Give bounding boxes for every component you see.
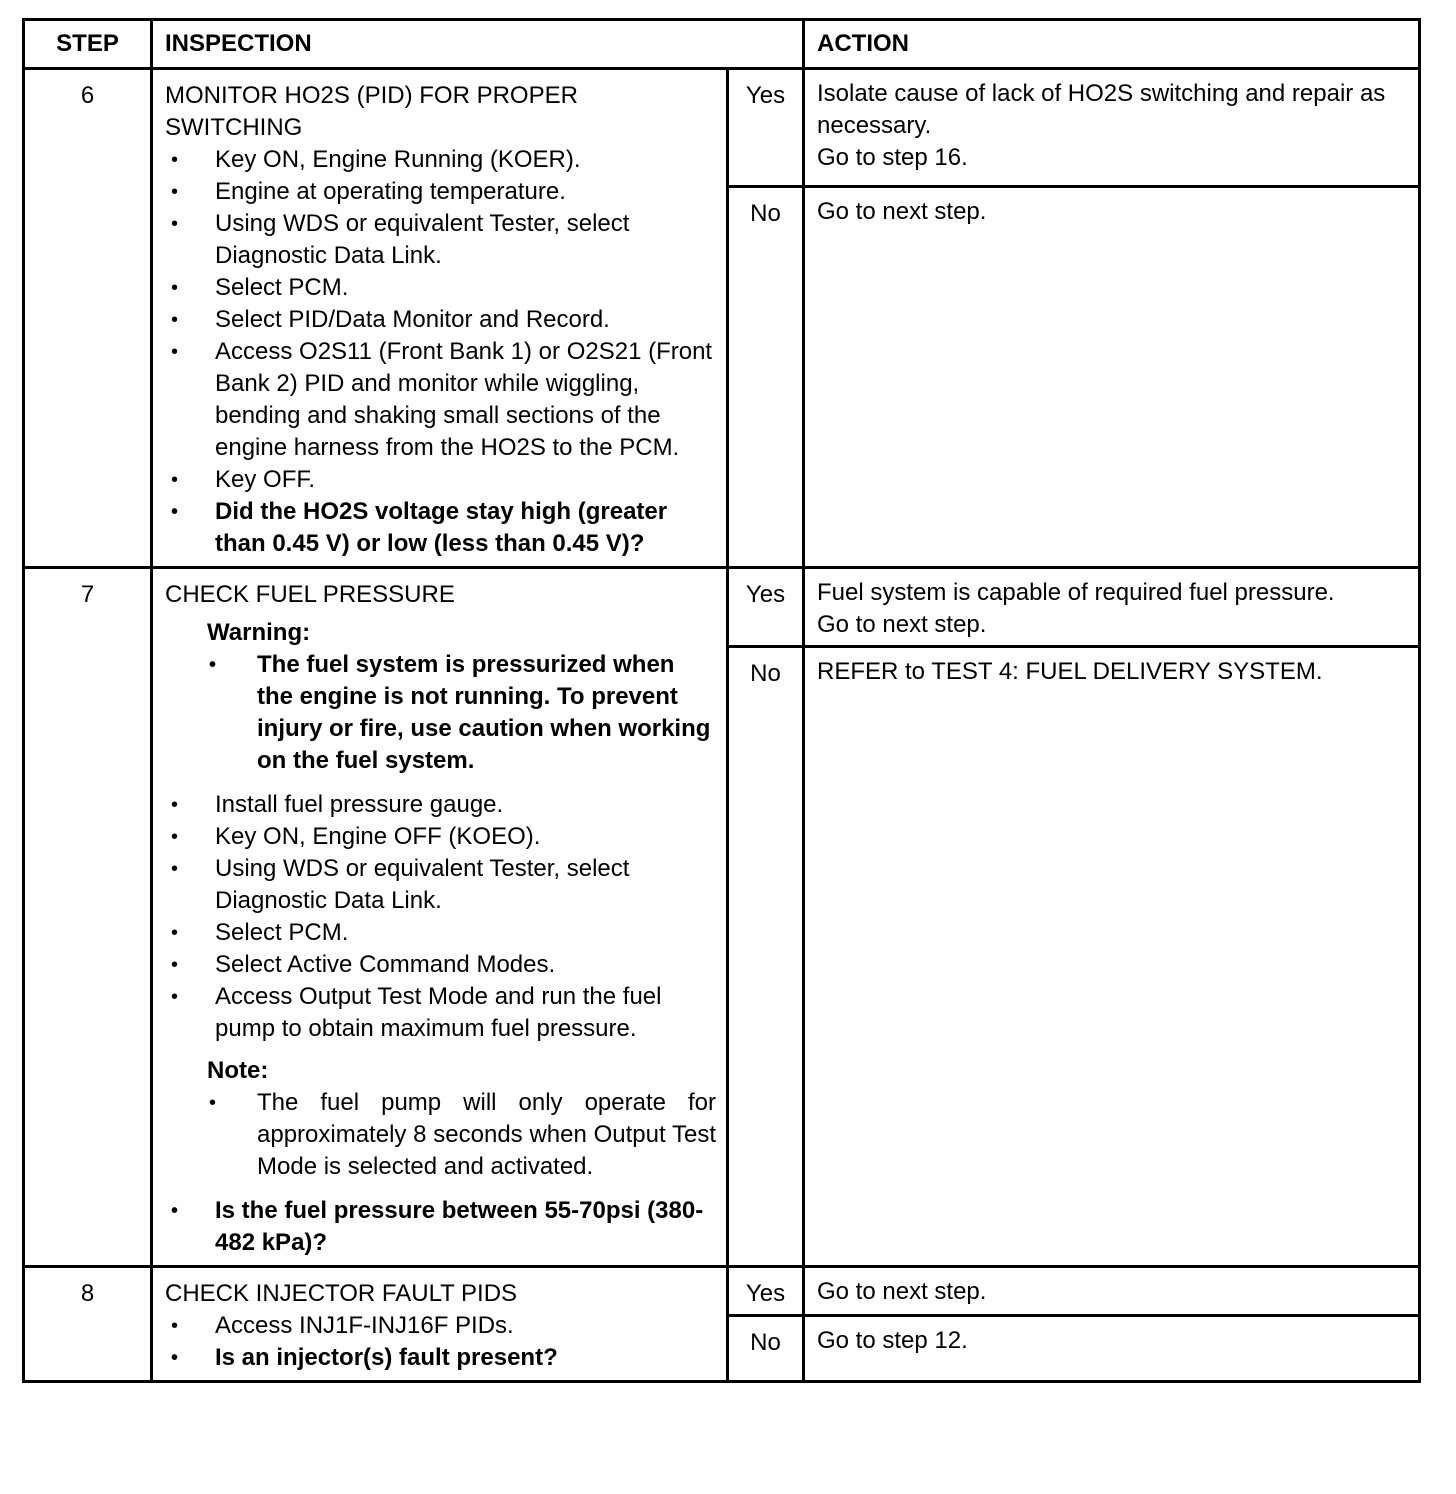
step-header: STEP (24, 20, 152, 69)
list-item: • Engine at operating temperature. (165, 176, 716, 208)
note-block (207, 1055, 716, 1183)
step-title: MONITOR HO2S (PID) FOR PROPER SWITCHING (165, 82, 578, 141)
diagnostic-table (22, 18, 1421, 1383)
no-action (804, 187, 1420, 568)
list-item: • Using WDS or equivalent Tester, select Diagnostic Data Link. (165, 208, 716, 272)
bullet-list (165, 144, 716, 560)
inspection-cell (152, 69, 728, 568)
list-item: • Access O2S11 (Front Bank 1) or O2S21 (Front Bank 2) PID and monitor while wiggling, bending and shaking small sections of the engine harness from the HO2S to the PCM. (165, 336, 716, 464)
action-line: Go to step 16. (817, 144, 968, 171)
list-item: • Select PID/Data Monitor and Record. (165, 304, 716, 336)
list-item: • Access INJ1F-INJ16F PIDs. (165, 1310, 716, 1342)
question: • Is an injector(s) fault present? (165, 1342, 716, 1374)
action-line: Go to next step. (817, 611, 987, 638)
note-label: Note: (207, 1057, 269, 1084)
step-6-yes-row (24, 69, 1420, 187)
yes-action (804, 69, 1420, 187)
no-label: No (728, 647, 804, 1267)
action-line: Go to next step. (817, 1278, 987, 1305)
inspection-cell (152, 1267, 728, 1382)
bullet-list (165, 1310, 716, 1374)
inspection-header: INSPECTION (152, 20, 804, 69)
yes-action (804, 568, 1420, 647)
question: • Did the HO2S voltage stay high (greater than 0.45 V) or low (less than 0.45 V)? (165, 496, 716, 560)
action-header: ACTION (804, 20, 1420, 69)
step-title: CHECK INJECTOR FAULT PIDS (165, 1280, 518, 1307)
action-line: Isolate cause of lack of HO2S switching and repair as necessary. (817, 80, 1386, 139)
step-number: 8 (24, 1267, 152, 1382)
no-action (804, 647, 1420, 1267)
step-8-yes-row (24, 1267, 1420, 1316)
list-item: • Using WDS or equivalent Tester, select Diagnostic Data Link. (165, 853, 716, 917)
yes-label: Yes (728, 1267, 804, 1316)
step-7-yes-row (24, 568, 1420, 647)
list-item: • Key ON, Engine OFF (KOEO). (165, 821, 716, 853)
inspection-cell (152, 568, 728, 1267)
list-item: • Install fuel pressure gauge. (165, 789, 716, 821)
note-text: • The fuel pump will only operate for approximately 8 seconds when Output Test Mode is selected and activated. (207, 1087, 716, 1183)
warning-text: • The fuel system is pressurized when the engine is not running. To prevent injury or fire, use caution when working on the fuel system. (207, 649, 716, 777)
action-line: Go to next step. (817, 198, 987, 225)
yes-action (804, 1267, 1420, 1316)
warning-block (207, 617, 716, 777)
no-label: No (728, 187, 804, 568)
yes-label: Yes (728, 568, 804, 647)
bullet-list (165, 789, 716, 1045)
action-line: REFER to TEST 4: FUEL DELIVERY SYSTEM. (817, 658, 1323, 685)
yes-label: Yes (728, 69, 804, 187)
step-number: 6 (24, 69, 152, 568)
list-item: • Access Output Test Mode and run the fuel pump to obtain maximum fuel pressure. (165, 981, 716, 1045)
list-item: • Select Active Command Modes. (165, 949, 716, 981)
no-label: No (728, 1316, 804, 1382)
step-number: 7 (24, 568, 152, 1267)
list-item: • Select PCM. (165, 272, 716, 304)
list-item: • Key ON, Engine Running (KOER). (165, 144, 716, 176)
list-item: • Key OFF. (165, 464, 716, 496)
warning-label: Warning: (207, 619, 311, 646)
no-action (804, 1316, 1420, 1382)
question: • Is the fuel pressure between 55-70psi (380-482 kPa)? (165, 1195, 716, 1259)
header-row (24, 20, 1420, 69)
action-line: Go to step 12. (817, 1327, 968, 1354)
step-title: CHECK FUEL PRESSURE (165, 581, 455, 608)
list-item: • Select PCM. (165, 917, 716, 949)
action-line: Fuel system is capable of required fuel pressure. (817, 579, 1335, 606)
